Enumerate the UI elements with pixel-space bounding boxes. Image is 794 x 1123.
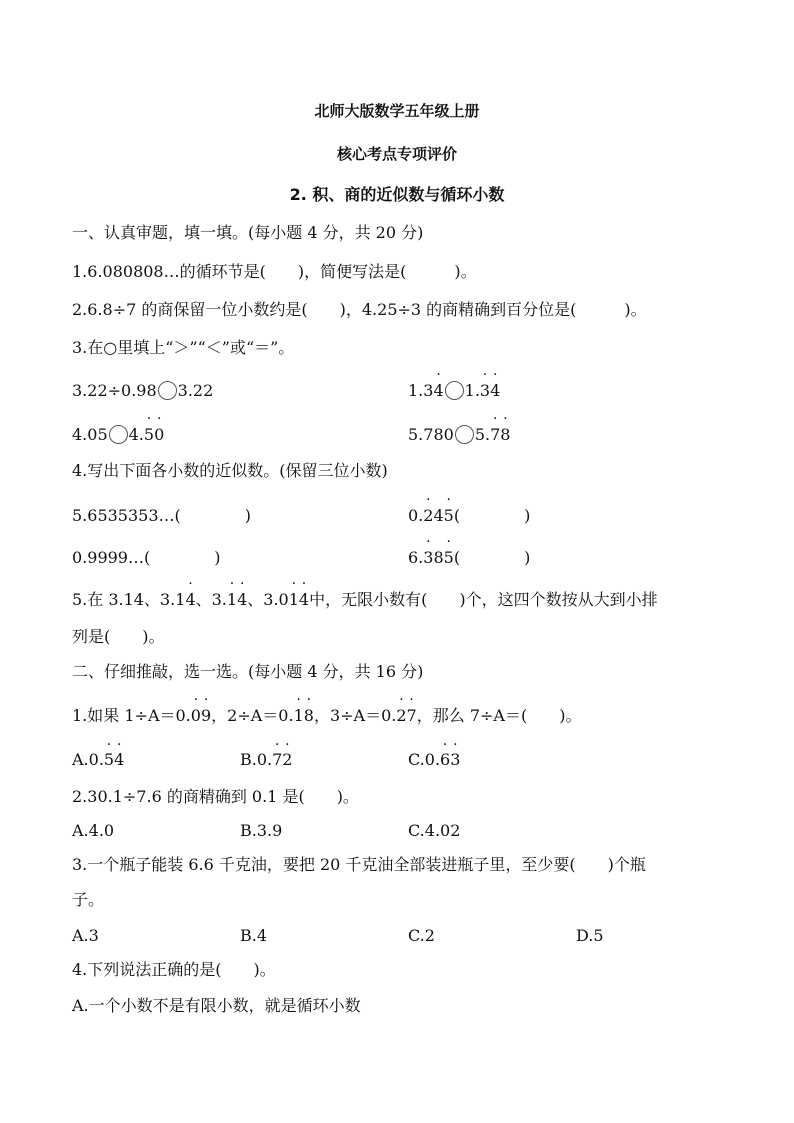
compare-item-b: 1.3· 4 1.· 3· 4: [408, 380, 500, 402]
s2-question-2: 2.30.1÷7.6 的商精确到 0.1 是( )。: [72, 787, 359, 806]
option-a[interactable]: A.0.· 5· 4: [72, 750, 124, 769]
s1-question-5: 5.在 3.14、3.1· 4、3.· 1· 4、3.0· 1· 4中，无限小数有( )个，这四个数按从大到小排: [72, 589, 658, 611]
option-c[interactable]: C.2: [408, 926, 435, 945]
s2-question-1: 1.如果 1÷A＝0.· 0· 9，2÷A＝0.· 1· 8，3÷A＝0.· 2· 7，那么 7÷A＝( )。: [72, 705, 581, 727]
option-a[interactable]: A.3: [72, 926, 99, 945]
option-d[interactable]: D.5: [576, 926, 604, 945]
approx-item-a: 5.6535353…( ): [72, 506, 252, 525]
topic-title: 2. 积、商的近似数与循环小数: [289, 185, 505, 204]
s2-question-3: 3.一个瓶子能装 6.6 千克油，要把 20 千克油全部装进瓶子里，至少要( )个瓶: [72, 855, 646, 874]
compare-circle[interactable]: [455, 425, 474, 444]
s1-question-1: 1.6.080808…的循环节是( )，简便写法是( )。: [72, 262, 477, 281]
option-a[interactable]: A.4.0: [72, 821, 115, 840]
option-a[interactable]: A.一个小数不是有限小数，就是循环小数: [72, 996, 361, 1015]
option-c[interactable]: C.4.02: [408, 821, 461, 840]
approx-item-d: 6.· 38· 5( ): [408, 547, 530, 569]
section1-heading: 一、认真审题，填一填。(每小题 4 分，共 20 分): [72, 223, 424, 242]
compare-circle[interactable]: [109, 425, 128, 444]
unit-title: 核心考点专项评价: [336, 145, 457, 163]
compare-circle[interactable]: [445, 381, 464, 400]
s2-question-3-cont: 子。: [72, 890, 105, 909]
option-b[interactable]: B.3.9: [240, 821, 283, 840]
book-title: 北师大版数学五年级上册: [314, 102, 480, 120]
approx-item-b: 0.· 24· 5( ): [408, 505, 530, 527]
compare-circle[interactable]: [158, 381, 177, 400]
option-b[interactable]: B.4: [240, 926, 268, 945]
section2-heading: 二、仔细推敲，选一选。(每小题 4 分，共 16 分): [72, 662, 424, 681]
option-c[interactable]: C.0.· 6· 3: [408, 750, 460, 769]
option-b[interactable]: B.0.· 7· 2: [240, 750, 292, 769]
s1-question-2: 2.6.8÷7 的商保留一位小数约是( )，4.25÷3 的商精确到百分位是( )。: [72, 300, 647, 319]
compare-item-a: 3.22÷0.98 3.22: [72, 381, 214, 400]
s1-question-4: 4.写出下面各小数的近似数。(保留三位小数): [72, 461, 388, 480]
s1-question-3: 3.在○里填上“＞”“＜”或“＝”。: [72, 338, 295, 357]
s2-question-4: 4.下列说法正确的是( )。: [72, 960, 276, 979]
compare-item-d: 5.780 5.· 7· 8: [408, 424, 510, 446]
approx-item-c: 0.9999…( ): [72, 548, 221, 567]
compare-item-c: 4.05 4.· 5· 0: [72, 424, 164, 446]
s1-question-5-cont: 列是( )。: [72, 627, 165, 646]
